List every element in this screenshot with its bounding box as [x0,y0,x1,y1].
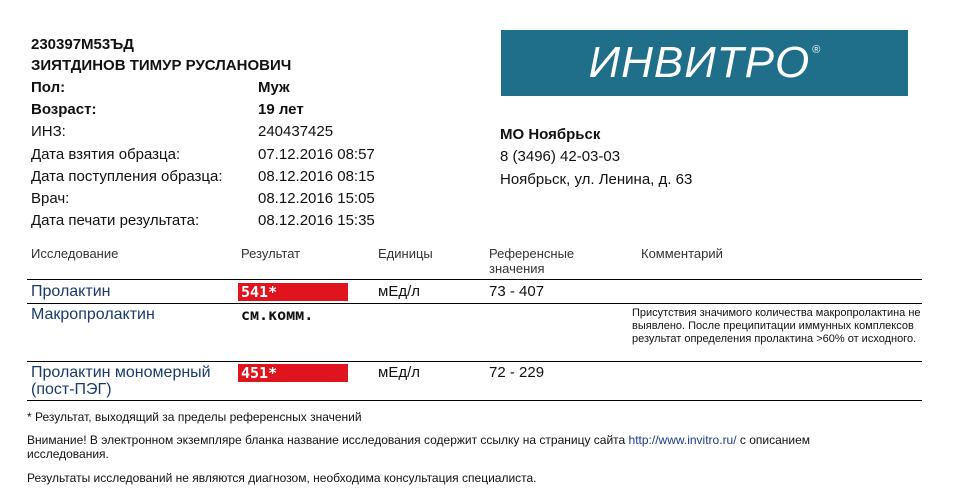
attention-note-line2: исследования. [27,447,109,461]
row-macroprolactin-comment: Присутствия значимого количества макропролактина не выявлено. После преципитации иммунных комплексов результат определения пролактина >60% от исходного. [632,307,921,345]
field-value-inz: 240437425 [258,123,334,140]
row-monomeric-units: мЕд/л [378,364,420,381]
attention-text-end: с описанием [736,433,811,447]
patient-name: ЗИЯТДИНОВ ТИМУР РУСЛАНОВИЧ [31,57,292,74]
field-value-age: 19 лет [258,101,304,118]
row-macroprolactin-result: см.комм. [241,306,314,324]
disclaimer: Результаты исследований не являются диагнозом, необходима консультация специалиста. [27,471,537,485]
office-phone: 8 (3496) 42-03-03 [500,148,621,165]
table-divider [27,361,922,362]
registered-mark: ® [812,44,821,56]
field-value-print-date: 08.12.2016 15:35 [258,212,375,229]
field-label-doctor: Врач: [31,190,70,207]
header-units: Единицы [378,246,433,261]
logo-text: ИНВИТРО [588,38,811,87]
attention-text: Внимание! В электронном экземпляре бланка название исследования содержит ссылку на страницу сайта [27,433,629,447]
patient-code: 230397М53ЪД [31,36,134,53]
field-value-sex: Муж [258,79,290,96]
field-value-doctor: 08.12.2016 15:05 [258,190,375,207]
field-label-age: Возраст: [31,101,97,118]
field-label-print-date: Дата печати результата: [31,212,200,229]
header-ref-line2: значения [489,261,545,276]
row-prolactin-units: мЕд/л [378,283,420,300]
table-divider [27,400,922,401]
attention-note [27,433,810,447]
row-monomeric-result: 451* [238,364,348,382]
row-macroprolactin-test[interactable]: Макропролактин [31,306,155,323]
row-monomeric-test-line2[interactable]: (пост-ПЭГ) [31,381,112,398]
footnote-out-of-range: * Результат, выходящий за пределы референсных значений [27,410,362,424]
office-address: Ноябрьск, ул. Ленина, д. 63 [500,171,693,188]
row-prolactin-result: 541* [238,283,348,301]
table-divider [27,303,922,304]
row-prolactin-test[interactable]: Пролактин [31,283,111,300]
field-value-sample-taken: 07.12.2016 08:57 [258,146,375,163]
header-ref-line1: Референсные [489,246,575,261]
table-divider [27,279,922,280]
row-prolactin-ref: 73 - 407 [489,283,545,300]
header-test: Исследование [31,246,119,261]
invitro-logo [501,30,908,96]
row-monomeric-test-line1[interactable]: Пролактин мономерный [31,364,211,381]
field-value-sample-received: 08.12.2016 08:15 [258,168,375,185]
office-name: МО Ноябрьск [500,126,601,143]
row-monomeric-ref: 72 - 229 [489,364,545,381]
field-label-sex: Пол: [31,79,66,96]
header-result: Результат [241,246,301,261]
header-comment: Комментарий [641,246,723,261]
field-label-sample-received: Дата поступления образца: [31,168,223,185]
field-label-inz: ИНЗ: [31,123,66,140]
invitro-link[interactable]: http://www.invitro.ru/ [628,433,737,447]
field-label-sample-taken: Дата взятия образца: [31,146,181,163]
